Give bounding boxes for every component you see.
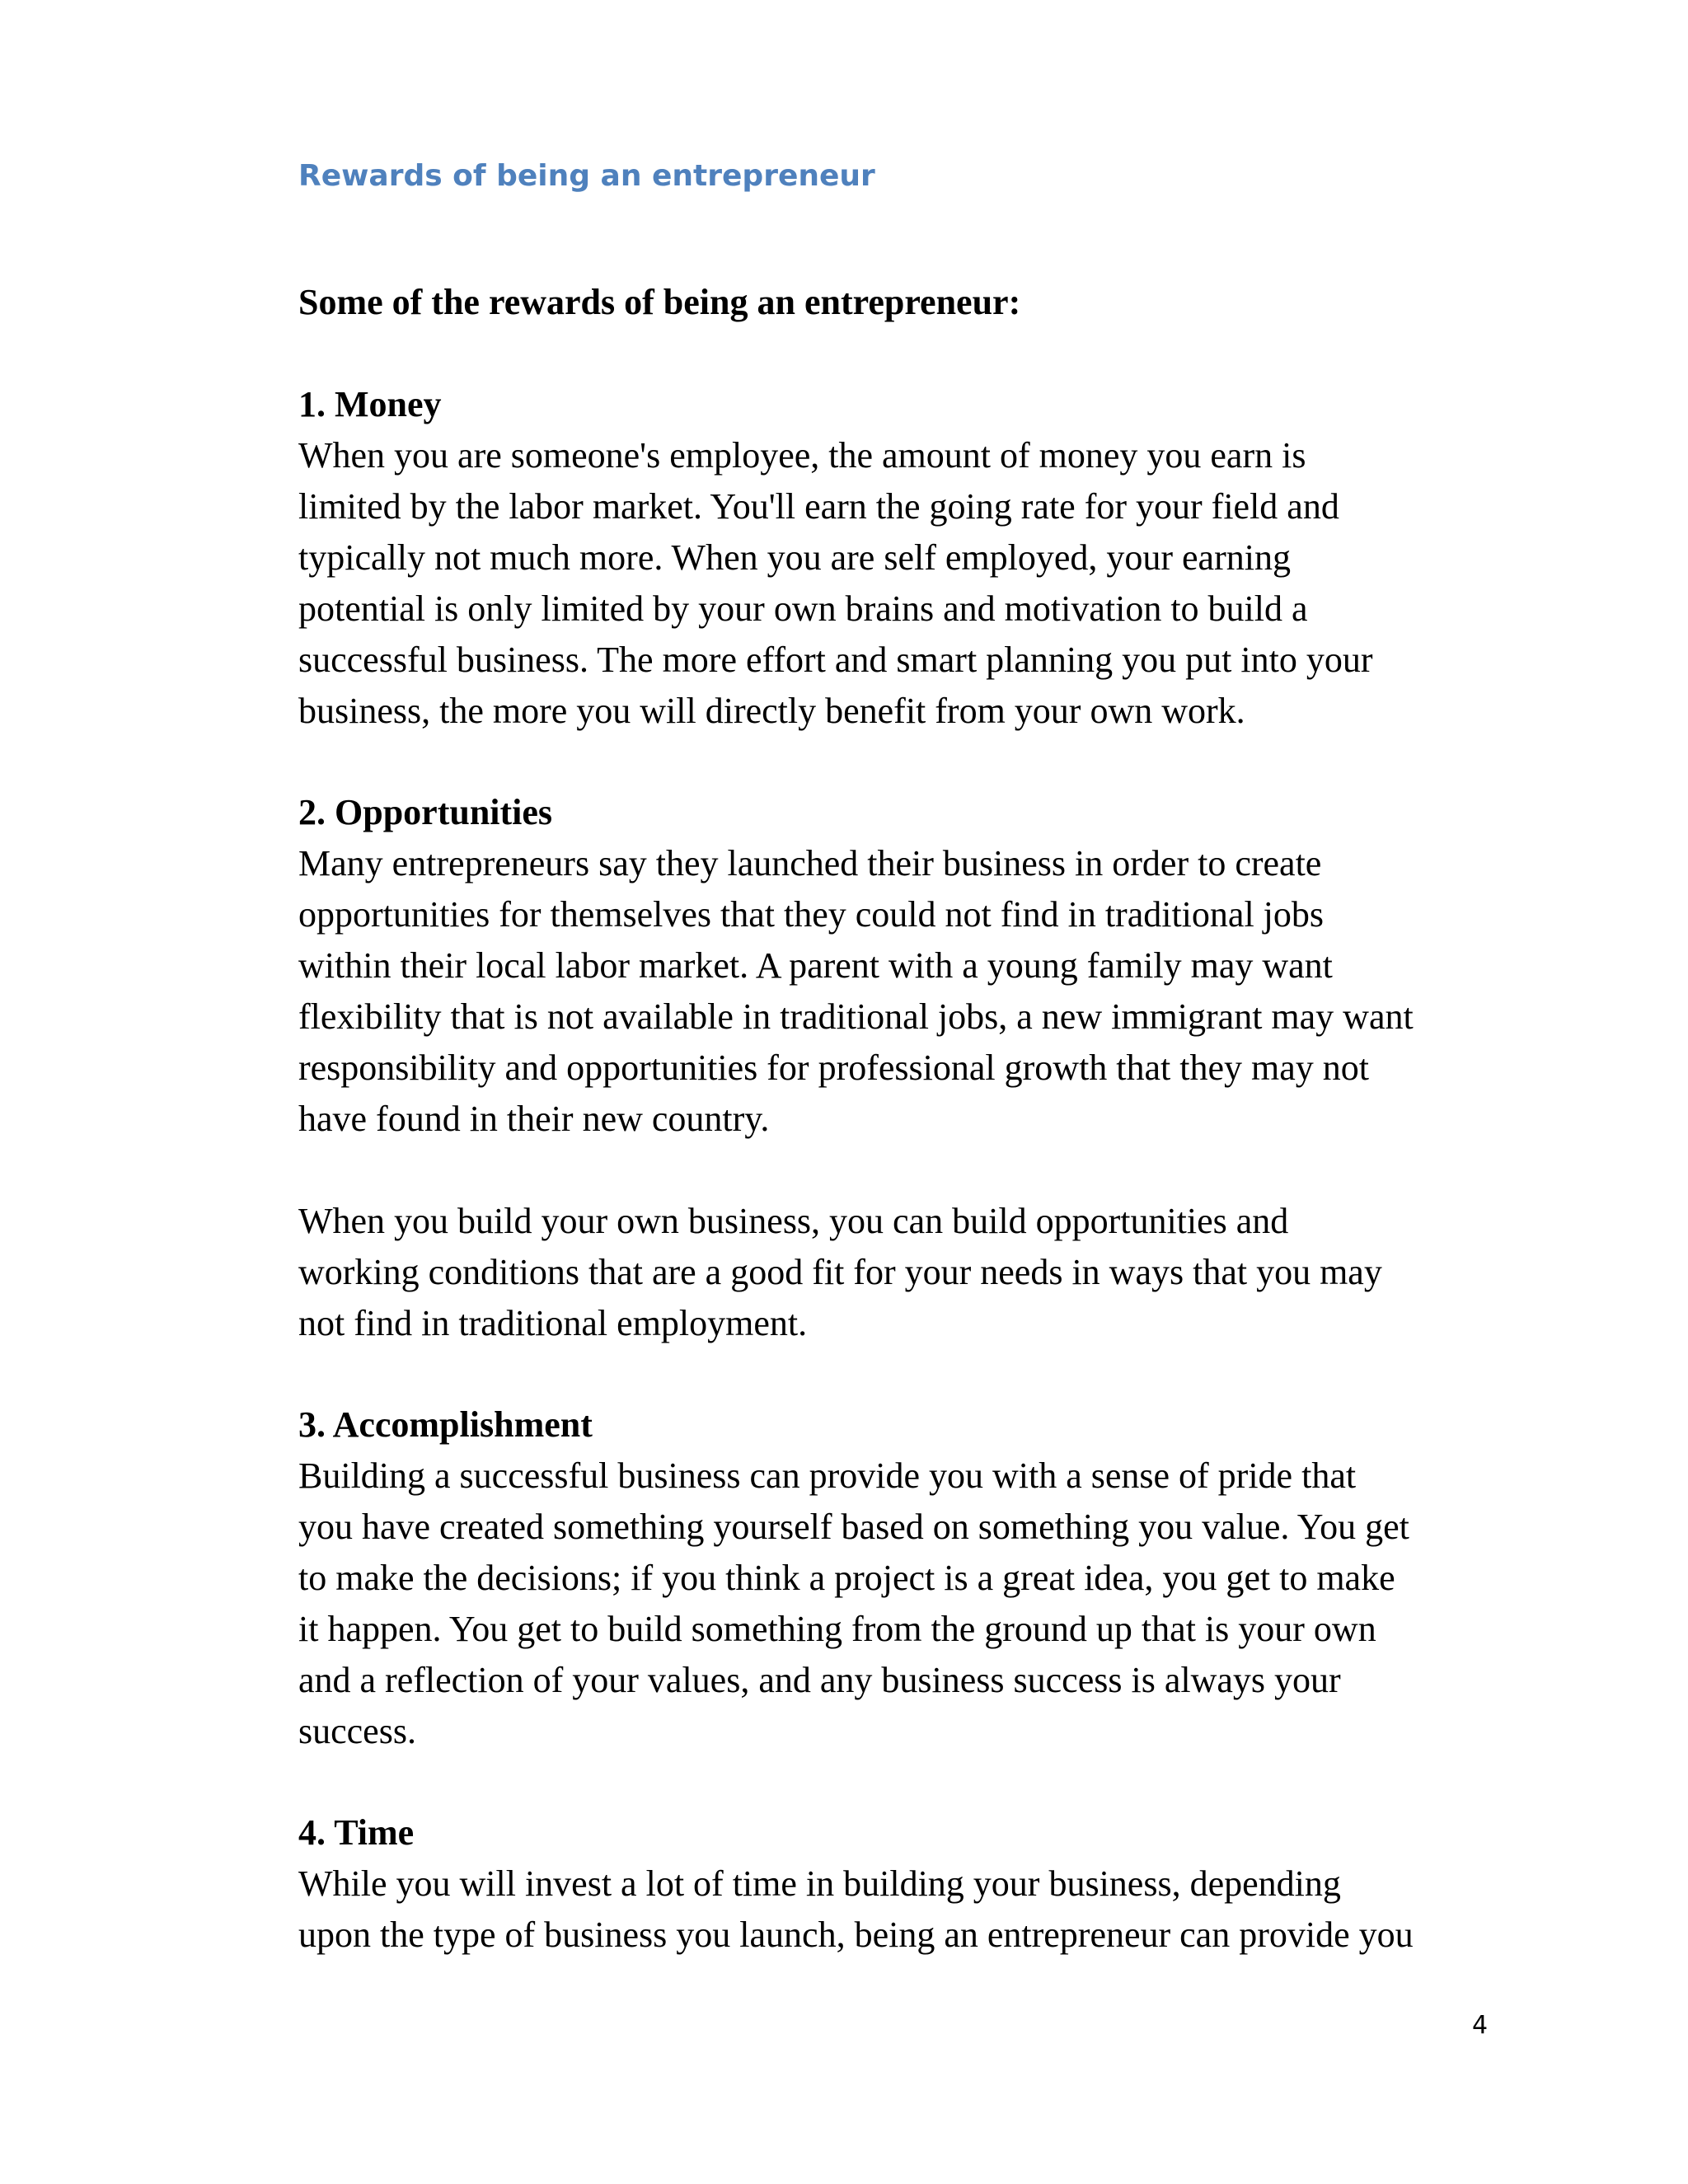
item-title: 3. Accomplishment xyxy=(298,1404,593,1445)
reward-accomplishment xyxy=(298,1399,1502,1757)
text-line: opportunities for themselves that they could not find in traditional jobs xyxy=(298,894,1325,935)
paragraph xyxy=(298,838,1502,1145)
text-line: When you build your own business, you can build opportunities and xyxy=(298,1201,1289,1241)
section-heading: Rewards of being an entrepreneur xyxy=(298,159,875,193)
paragraph xyxy=(298,1196,1502,1349)
text-line: success. xyxy=(298,1711,416,1751)
item-title: 1. Money xyxy=(298,384,442,424)
text-line: While you will invest a lot of time in building your business, depending xyxy=(298,1863,1341,1904)
text-line: When you are someone's employee, the amount of money you earn is xyxy=(298,435,1306,476)
text-line: business, the more you will directly benefit from your own work. xyxy=(298,691,1245,731)
paragraph xyxy=(298,430,1502,737)
text-line: limited by the labor market. You'll earn the going rate for your field and xyxy=(298,486,1339,527)
text-line: responsibility and opportunities for professional growth that they may not xyxy=(298,1047,1370,1088)
item-title: 4. Time xyxy=(298,1812,415,1853)
reward-time xyxy=(298,1807,1502,1961)
text-line: have found in their new country. xyxy=(298,1099,770,1139)
text-line: upon the type of business you launch, being an entrepreneur can provide you xyxy=(298,1915,1414,1955)
text-line: it happen. You get to build something from the ground up that is your own xyxy=(298,1609,1376,1649)
text-line: working conditions that are a good fit for your needs in ways that you may xyxy=(298,1252,1382,1292)
text-line: not find in traditional employment. xyxy=(298,1303,808,1343)
text-line: within their local labor market. A parent with a young family may want xyxy=(298,945,1333,986)
text-line: typically not much more. When you are self employed, your earning xyxy=(298,537,1291,578)
page-number: 4 xyxy=(1472,2011,1489,2040)
item-title: 2. Opportunities xyxy=(298,792,553,832)
text-line: Building a successful business can provide you with a sense of pride that xyxy=(298,1455,1357,1496)
text-line: potential is only limited by your own brains and motivation to build a xyxy=(298,588,1308,629)
paragraph xyxy=(298,1858,1502,1961)
intro-text: Some of the rewards of being an entrepreneur: xyxy=(298,282,1021,322)
text-line: to make the decisions; if you think a project is a great idea, you get to make xyxy=(298,1558,1395,1598)
text-line: flexibility that is not available in traditional jobs, a new immigrant may want xyxy=(298,996,1414,1037)
text-line: and a reflection of your values, and any business success is always your xyxy=(298,1660,1341,1700)
text-line: successful business. The more effort and smart planning you put into your xyxy=(298,640,1373,680)
text-line: you have created something yourself based on something you value. You get xyxy=(298,1507,1409,1547)
reward-opportunities xyxy=(298,787,1502,1349)
paragraph xyxy=(298,1451,1502,1757)
text-line: Many entrepreneurs say they launched their business in order to create xyxy=(298,843,1322,883)
reward-money xyxy=(298,379,1502,737)
